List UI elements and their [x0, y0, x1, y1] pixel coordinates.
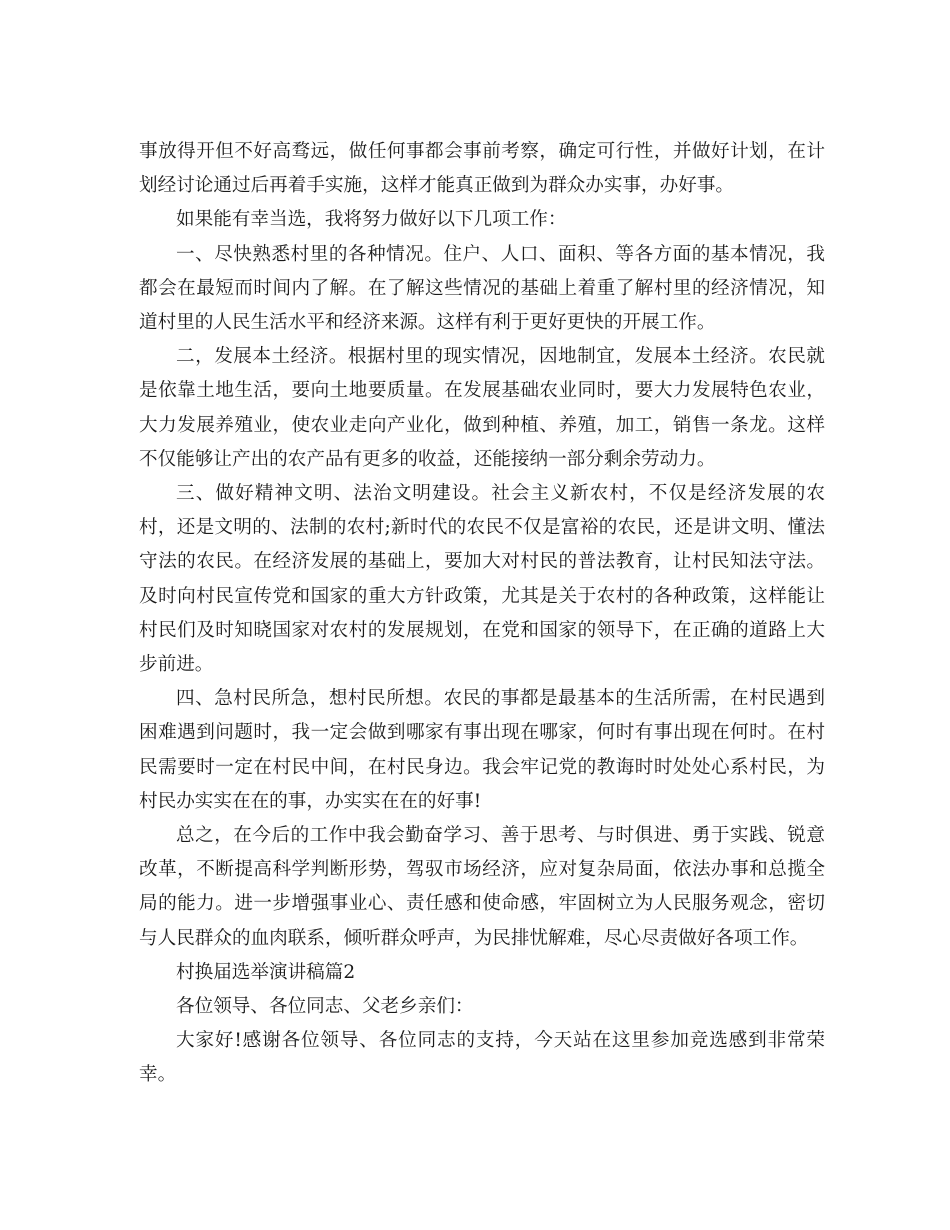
paragraph-conclusion: 总之，在今后的工作中我会勤奋学习、善于思考、与时俱进、勇于实践、锐意改革，不断提高科学判断形势，驾驭市场经济，应对复杂局面，依法办事和总揽全局的能力。进一步增强事业心、责任感和使命感，牢固树立为人民服务观念，密切与人民群众的血肉联系，倾听群众呼声，为民排忧解难，尽心尽责做好各项工作。	[139, 825, 825, 949]
paragraph-item-two: 二，发展本土经济。根据村里的现实情况，因地制宜，发展本土经济。农民就是依靠土地生活，要向土地要质量。在发展基础农业同时，要大力发展特色农业，大力发展养殖业，使农业走向产业化，做到种植、养殖，加工，销售一条龙。这样不仅能够让产出的农产品有更多的收益，还能接纳一部分剩余劳动力。	[139, 346, 825, 470]
paragraph-continuation: 事放得开但不好高骛远，做任何事都会事前考察，确定可行性，并做好计划，在计划经讨论通过后再着手实施，这样才能真正做到为群众办实事，办好事。	[139, 141, 825, 197]
paragraph-intro-work-items: 如果能有幸当选，我将努力做好以下几项工作：	[176, 209, 567, 231]
paragraph-greeting: 大家好!感谢各位领导、各位同志的支持，今天站在这里参加竞选感到非常荣幸。	[139, 1030, 825, 1086]
paragraph-item-three: 三、做好精神文明、法治文明建设。社会主义新农村，不仅是经济发展的农村，还是文明的、法制的农村;新时代的农民不仅是富裕的农民，还是讲文明、懂法守法的农民。在经济发展的基础上，要加大对村民的普法教育，让村民知法守法。及时向村民宣传党和国家的重大方针政策，尤其是关于农村的各种政策，这样能让村民们及时知晓国家对农村的发展规划，在党和国家的领导下，在正确的道路上大步前进。	[139, 483, 825, 676]
section-title: 村换届选举演讲稿篇2	[176, 961, 356, 983]
document-body	[139, 135, 825, 1093]
paragraph-item-four: 四、急村民所急，想村民所想。农民的事都是最基本的生活所需，在村民遇到困难遇到问题时，我一定会做到哪家有事出现在哪家，何时有事出现在何时。在村民需要时一定在村民中间，在村民身边。我会牢记党的教诲时时处处心系村民，为村民办实实在在的事，办实实在在的好事!	[139, 688, 825, 812]
paragraph-item-one: 一、尽快熟悉村里的各种情况。住户、人口、面积、等各方面的基本情况，我都会在最短而时间内了解。在了解这些情况的基础上着重了解村里的经济情况，知道村里的人民生活水平和经济来源。这样有利于更好更快的开展工作。	[139, 243, 825, 334]
paragraph-salutation: 各位领导、各位同志、父老乡亲们：	[176, 996, 474, 1018]
